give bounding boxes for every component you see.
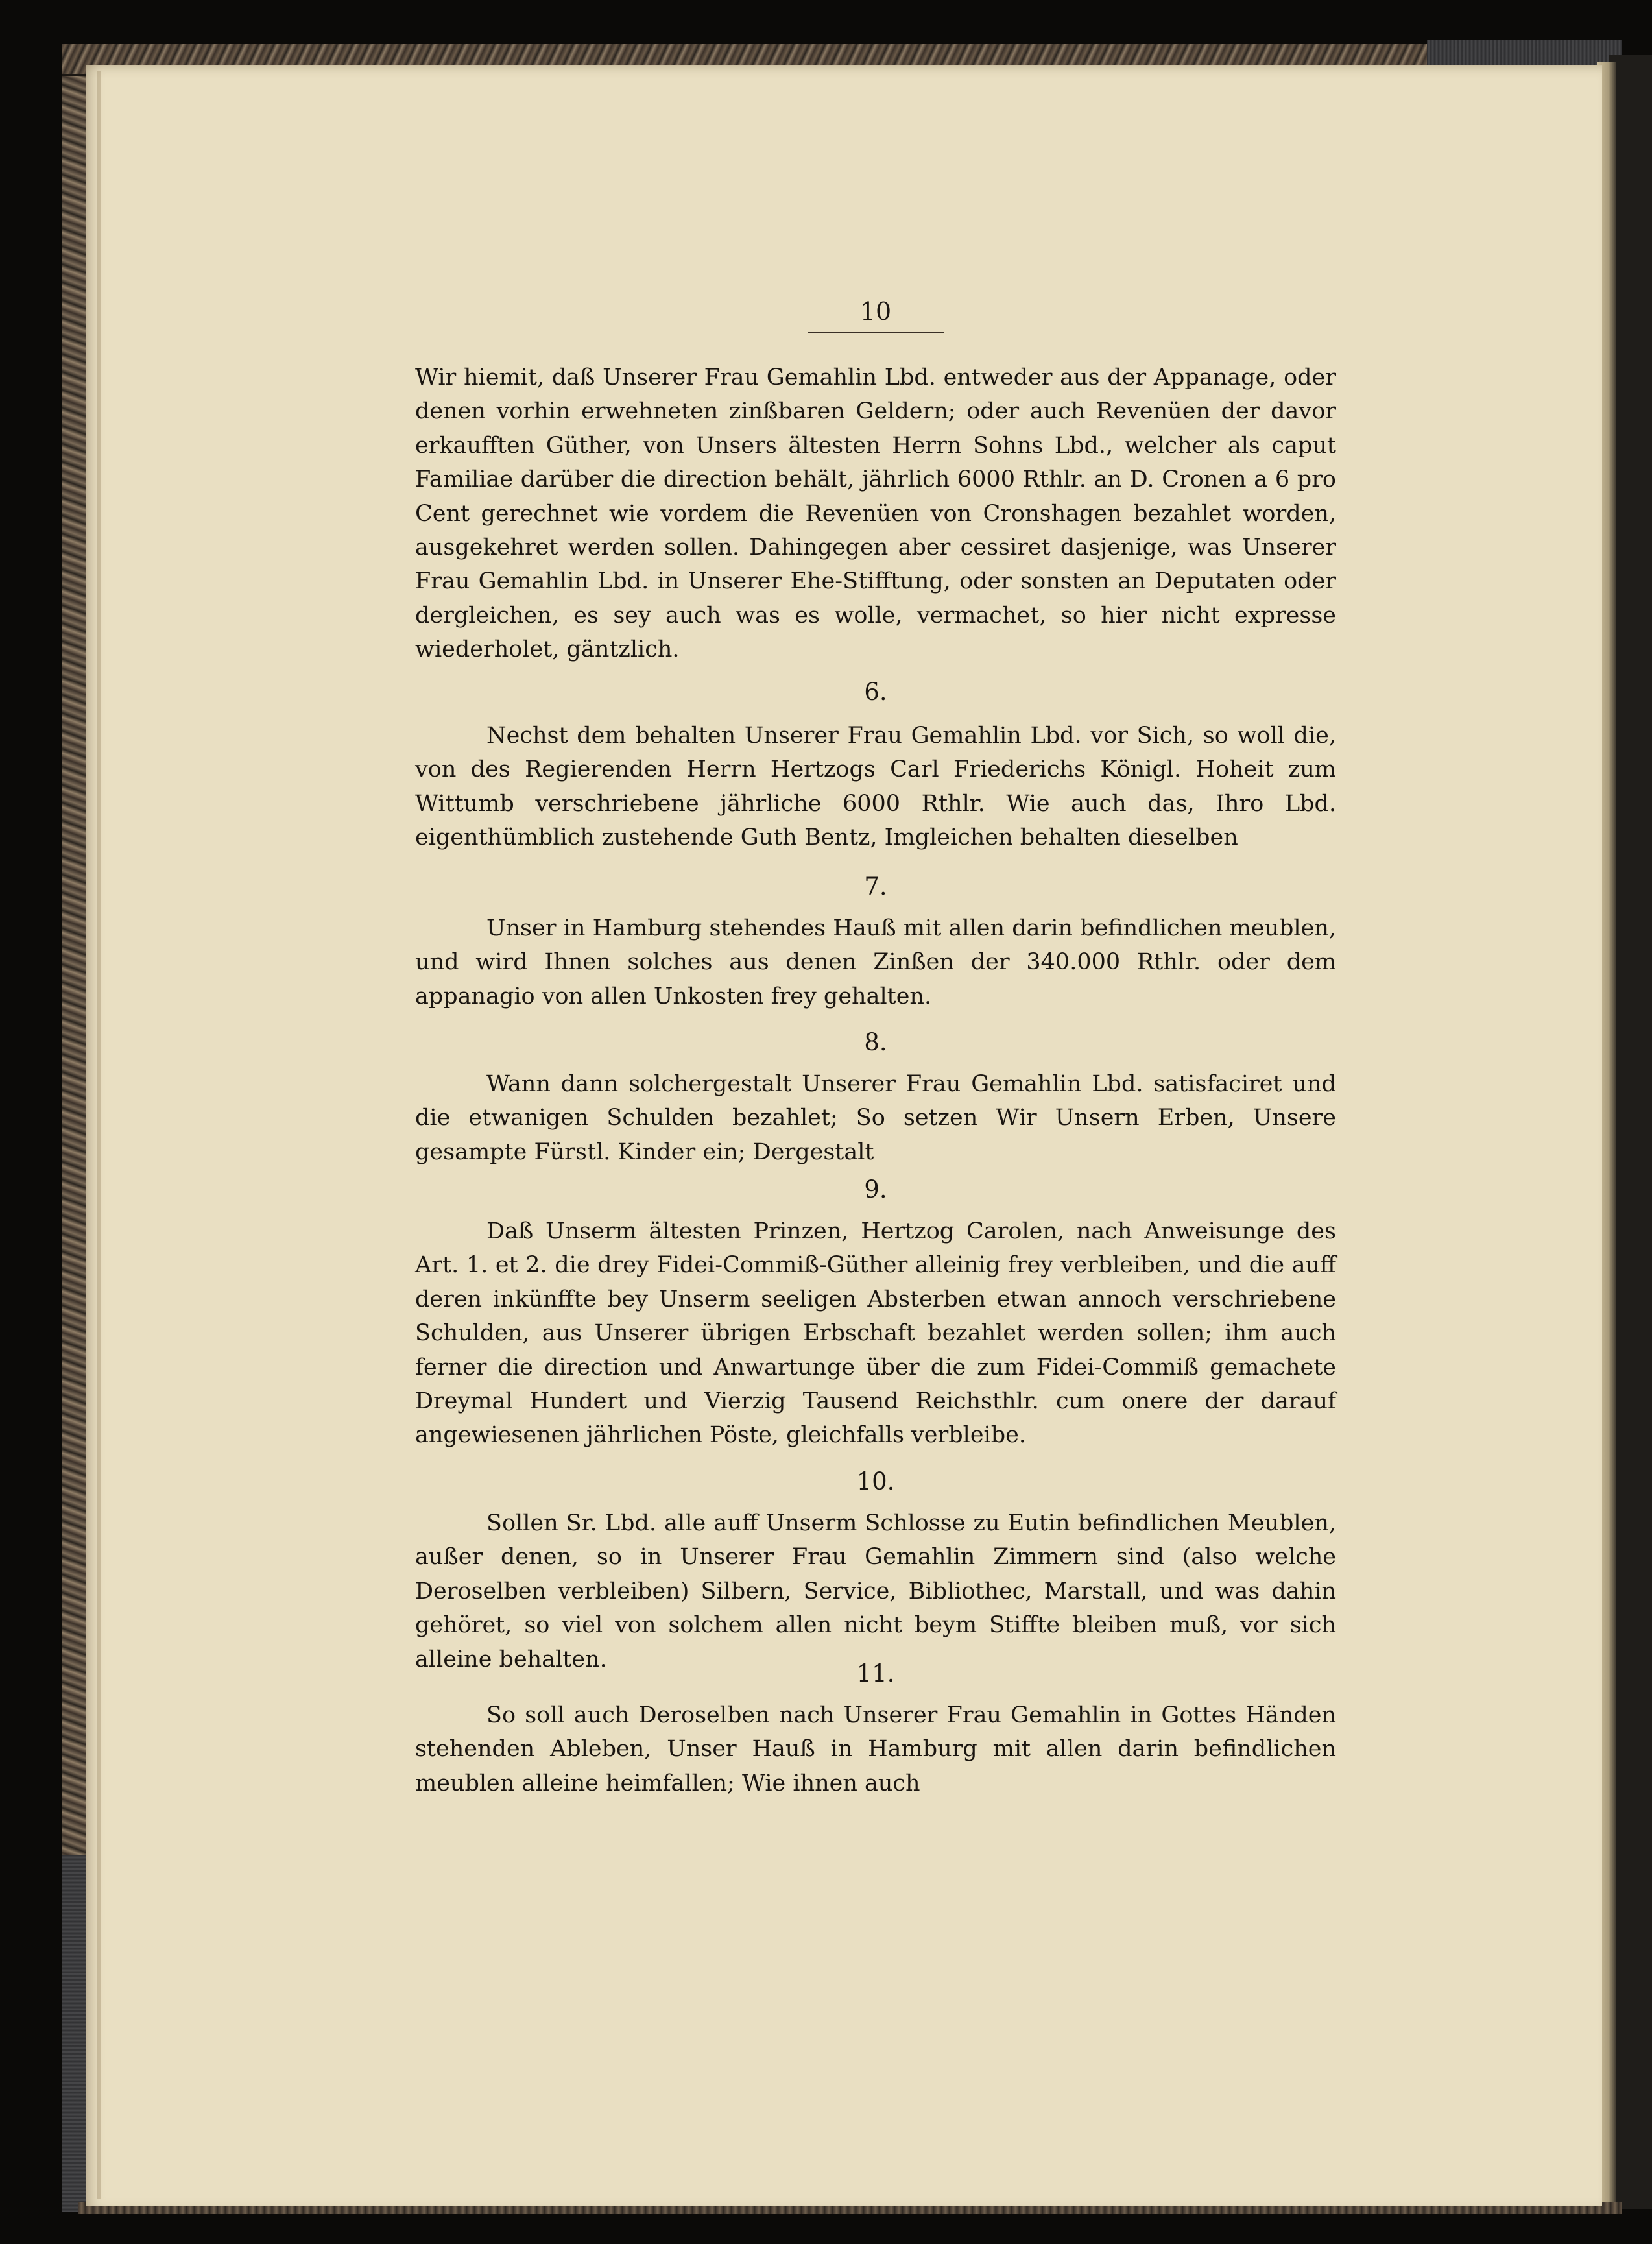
paragraph-10: Sollen Sr. Lbd. alle auff Unserm Schlosse zu Eutin befindlichen Meublen, außer denen, so in Unserer Frau Gemahlin Zimmern sind (also welche Deroselben verbleiben) Silbern, Service, Bibliothec, Marstall, und was dahin gehöret, so viel von solchem allen nicht beym Stiffte bleiben muß, vor sich alleine behalten. [415, 1510, 1336, 1672]
paragraph-11: So soll auch Deroselben nach Unserer Frau Gemahlin in Gottes Händen stehenden Ableben, Unser Hauß in Hamburg mit allen darin befindlichen meublen alleine heimfallen; Wie ihnen auch [415, 1702, 1336, 1796]
page-number-rule [808, 332, 944, 333]
section-number-10: 10. [856, 1467, 895, 1495]
paragraph-6: Nechst dem behalten Unserer Frau Gemahlin Lbd. vor Sich, so woll die, von des Regierenden Herrn Hertzogs Carl Friederichs Königl. Hoheit zum Wittumb verschriebene jährliche 6000 Rthlr. Wie auch das, Ihro Lbd. eigenthümblich zustehende Guth Bentz, Imgleichen behalten dieselben [415, 723, 1336, 851]
page-number: 10 [859, 297, 892, 326]
paragraph-9: Daß Unserm ältesten Prinzen, Hertzog Carolen, nach Anweisunge des Art. 1. et 2. die drey Fidei-Commiß-Güther alleinig frey verbleiben, und die auff deren inkünffte bey Unserm seeligen Absterben etwan annoch verschriebene Schulden, aus Unserer übrigen Erbschaft bezahlet werden sollen; ihm auch ferner die direction und Anwartunge über die zum Fidei-Commiß gemachete Dreymal Hundert und Vierzig Tausend Reichsthlr. cum onere der darauf angewiesenen jährlichen Pöste, gleichfalls verbleibe. [415, 1218, 1336, 1449]
section-number-8: 8. [864, 1028, 887, 1056]
paragraph-8: Wann dann solchergestalt Unserer Frau Gemahlin Lbd. satisfaciret und die etwanigen Schulden bezahlet; So setzen Wir Unsern Erben, Unsere gesampte Fürstl. Kinder ein; Dergestalt [415, 1071, 1336, 1165]
section-number-9: 9. [864, 1176, 887, 1203]
paragraph-continuation: Wir hiemit, daß Unserer Frau Gemahlin Lbd. entweder aus der Appanage, oder denen vorhin erwehneten zinßbaren Geldern; oder auch Revenüen der davor erkaufften Güther, von Unsers ältesten Herrn Sohns Lbd., welcher als caput Familiae darüber die direction behält, jährlich 6000 Rthlr. an D. Cronen a 6 pro Cent gerechnet wie vordem die Revenüen von Cronshagen bezahlet worden, ausgekehret werden sollen. Dahingegen aber cessiret dasjenige, was Unserer Frau Gemahlin Lbd. in Unserer Ehe-Stifftung, oder sonsten an Deputaten oder dergleichen, es sey auch was es wolle, vermachet, so hier nicht expresse wiederholet, gäntzlich. [415, 365, 1336, 663]
section-number-11: 11. [856, 1659, 895, 1687]
section-number-7: 7. [864, 873, 887, 900]
paragraph-7: Unser in Hamburg stehendes Hauß mit allen darin befindlichen meublen, und wird Ihnen solches aus denen Zinßen der 340.000 Rthlr. oder dem appanagio von allen Unkosten frey gehalten. [415, 915, 1336, 1009]
page-gutter [97, 71, 101, 2199]
section-number-6: 6. [864, 678, 887, 706]
